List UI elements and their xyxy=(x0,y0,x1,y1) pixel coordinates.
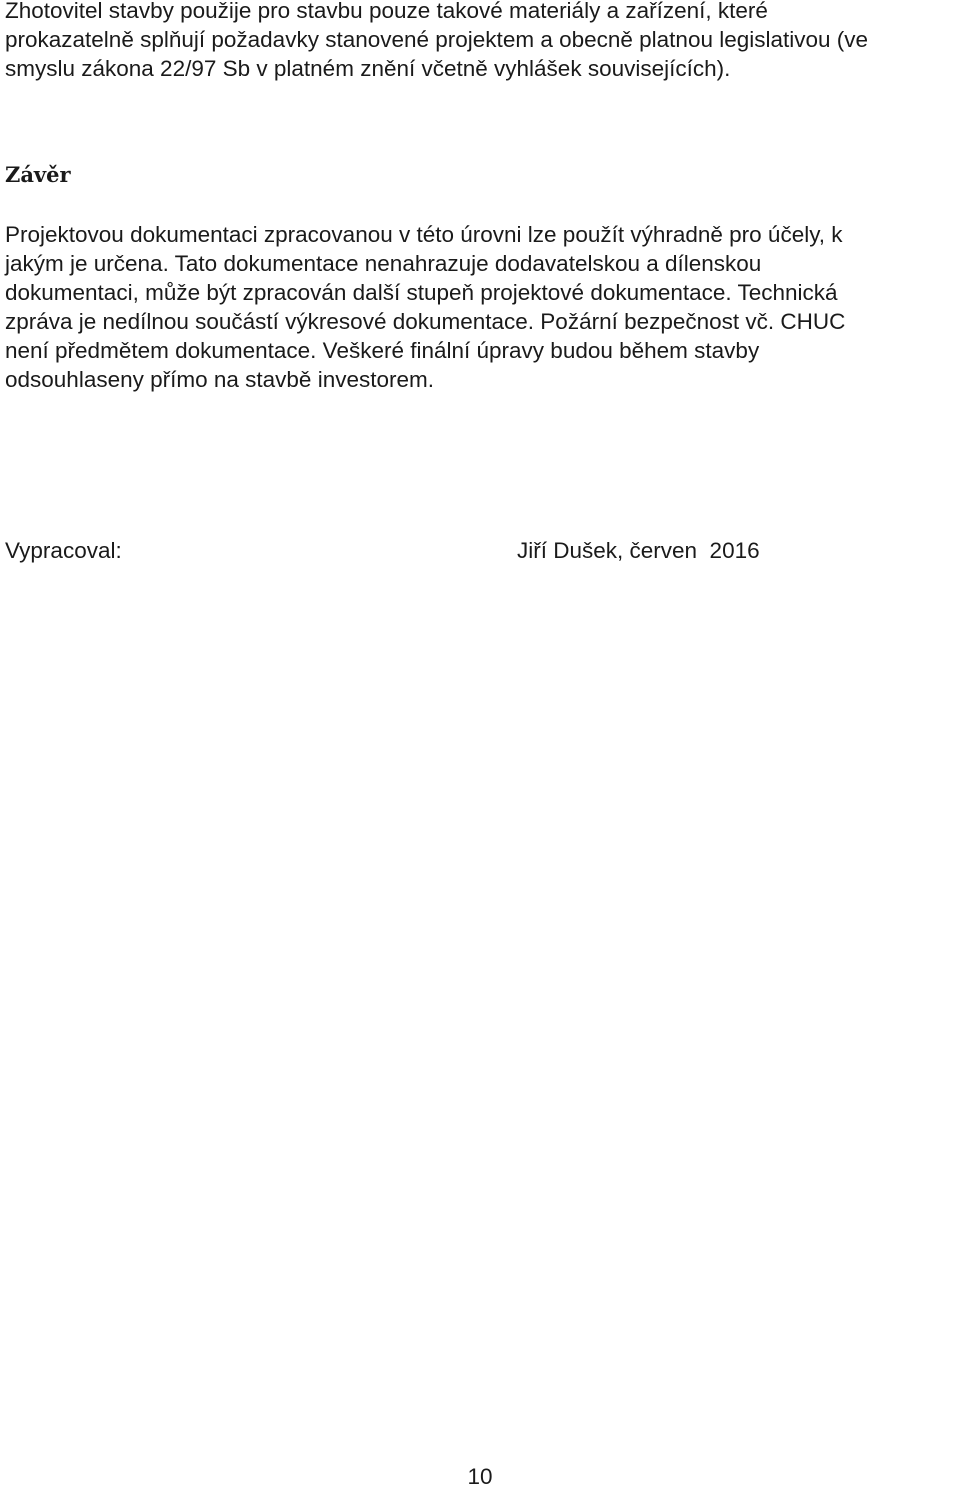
conclusion-line: jakým je určena. Tato dokumentace nenahrazuje dodavatelskou a dílenskou xyxy=(5,251,762,276)
conclusion-line: Projektovou dokumentaci zpracovanou v této úrovni lze použít výhradně pro účely, k xyxy=(5,222,843,247)
signature-label: Vypracoval: xyxy=(5,538,122,563)
conclusion-line: odsouhlaseny přímo na stavbě investorem. xyxy=(5,367,434,392)
conclusion-line: dokumentaci, může být zpracován další stupeň projektové dokumentace. Technická xyxy=(5,280,838,305)
page-number: 10 xyxy=(467,1464,493,1489)
conclusion-paragraph xyxy=(5,220,955,394)
signature-value: Jiří Dušek, červen 2016 xyxy=(517,538,760,563)
intro-line: smyslu zákona 22/97 Sb v platném znění včetně vyhlášek souvisejících). xyxy=(5,56,731,81)
intro-line: Zhotovitel stavby použije pro stavbu pouze takové materiály a zařízení, které xyxy=(5,0,768,23)
intro-line: prokazatelně splňují požadavky stanovené projektem a obecně platnou legislativou (ve xyxy=(5,27,869,52)
signature-row xyxy=(5,536,955,566)
conclusion-heading: Závěr xyxy=(5,162,71,187)
intro-paragraph xyxy=(5,0,955,83)
conclusion-line: zpráva je nedílnou součástí výkresové dokumentace. Požární bezpečnost vč. CHUC xyxy=(5,309,846,334)
conclusion-line: není předmětem dokumentace. Veškeré finální úpravy budou během stavby xyxy=(5,338,760,363)
